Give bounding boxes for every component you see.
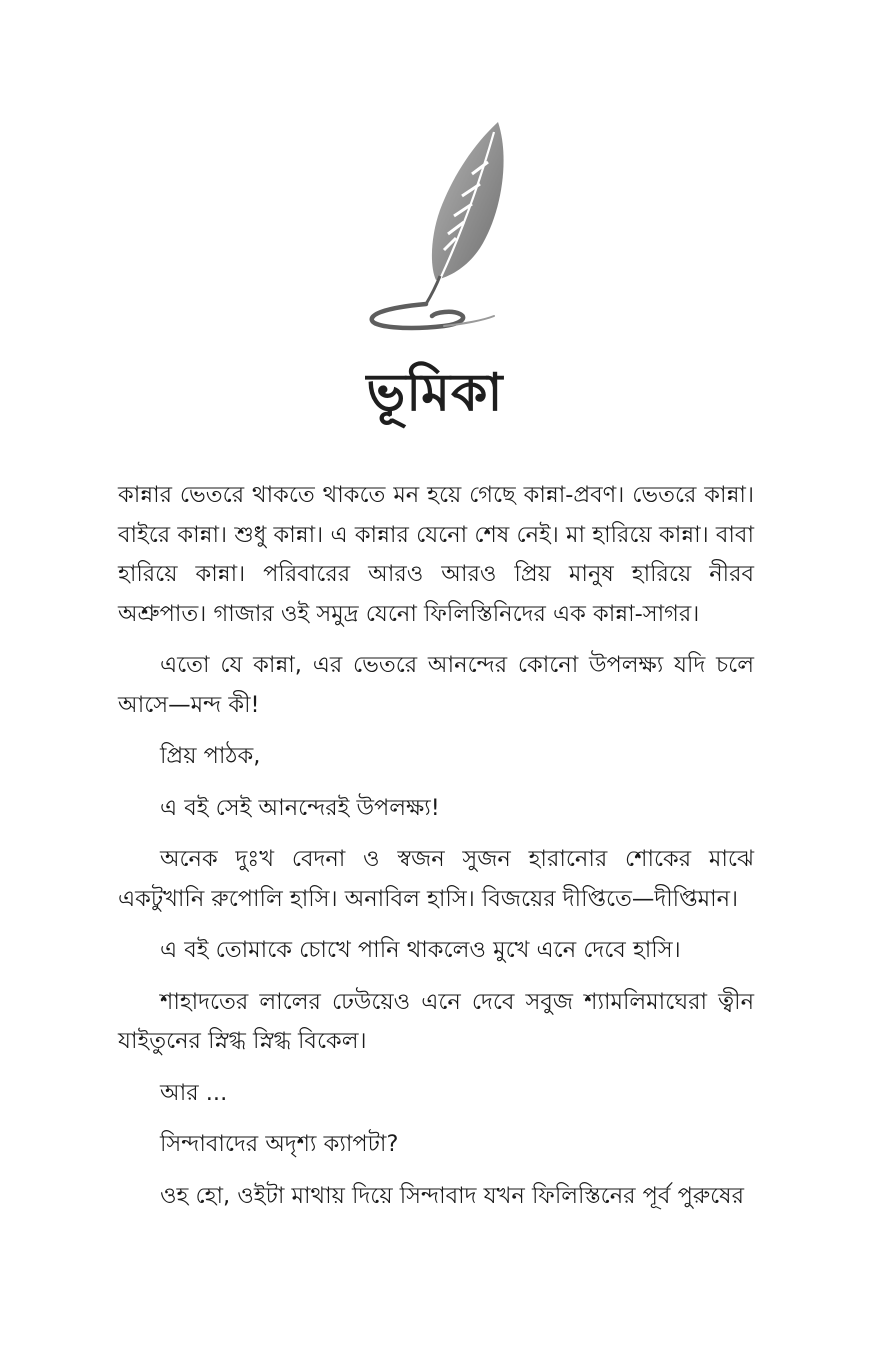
- paragraph-7: শাহাদতের লালের ঢেউয়েও এনে দেবে সবুজ শ্যামলিমাঘেরা ত্বীন যাইতুনের স্নিগ্ধ স্নিগ্ধ বিকেল।: [118, 988, 754, 1054]
- paragraph-6: এ বই তোমাকে চোখে পানি থাকলেও মুখে এনে দেবে হাসি।: [160, 937, 681, 963]
- paragraph-3: প্রিয় পাঠক,: [160, 743, 261, 769]
- paragraph-5: অনেক দুঃখ বেদনা ও স্বজন সুজন হারানোর শোকের মাঝে একটুখানি রুপোলি হাসি। অনাবিল হাসি। বিজয়ের দীপ্তিতে—দীপ্তিমান।: [118, 846, 754, 912]
- quill-feather-icon: [360, 118, 510, 338]
- paragraph-2: এতো যে কান্না, এর ভেতরে আনন্দের কোনো উপলক্ষ্য যদি চলে আসে—মন্দ কী!: [118, 652, 754, 718]
- paragraph-9: সিন্দাবাদের অদৃশ্য ক্যাপটা?: [160, 1131, 399, 1157]
- paragraph-10: ওহ হো, ওইটা মাথায় দিয়ে সিন্দাবাদ যখন ফিলিস্তিনের পূর্ব পুরুষের: [160, 1182, 744, 1209]
- paragraph-4: এ বই সেই আনন্দেরই উপলক্ষ্য!: [160, 794, 440, 821]
- paragraph-8: আর ...: [160, 1079, 228, 1106]
- paragraph-1: কান্নার ভেতরে থাকতে থাকতে মন হয়ে গেছে কান্না-প্রবণ। ভেতরে কান্না। বাইরে কান্না। শুধু কান্না। এ কান্নার যেনো শেষ নেই। মা হারিয়ে কান্না। বাবা হারিয়ে কান্না। পরিবারের আরও আরও প্রিয় মানুষ হারিয়ে নীরব অশ্রুপাত। গাজার ওই সমুদ্র যেনো ফিলিস্তিনিদের এক কান্না-সাগর।: [118, 482, 754, 627]
- body-text: [118, 476, 754, 1228]
- page-title: ভূমিকা: [366, 362, 504, 423]
